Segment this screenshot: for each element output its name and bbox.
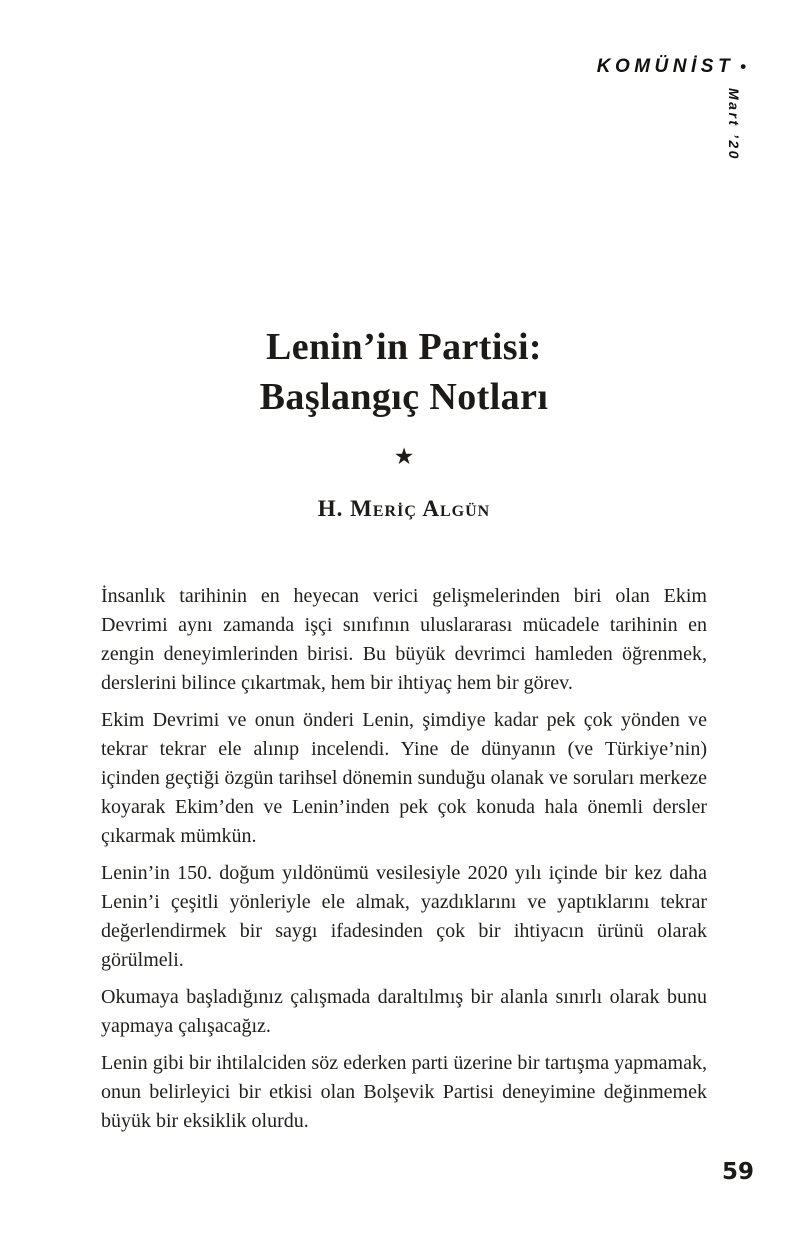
bullet-icon: • [740, 57, 746, 76]
body-paragraph: Ekim Devrimi ve onun önderi Lenin, şimdiye kadar pek çok yönden ve tekrar tekrar ele alınıp incelendi. Yine de dünyanın (ve Türkiye’nin) içinden geçtiği özgün tarihsel dönemin sunduğu olanak ve soruları merkeze koyarak Ekim’den ve Lenin’inden pek çok konuda hala önemli dersler çıkarmak mümkün. [101, 709, 707, 847]
article-title-line1: Lenin’in Partisi: [266, 326, 542, 368]
article [101, 322, 707, 1144]
author-name: H. Meriç Algün [317, 496, 491, 521]
body-paragraph: Lenin’in 150. doğum yıldönümü vesilesiyle 2020 yılı içinde bir kez daha Lenin’i çeşitli yönleriyle ele almak, yazdıklarını ve yaptıklarını tekrar değerlendirmek bir saygı ifadesinden çok bir ihtiyacın ürünü olarak görülmeli. [101, 862, 707, 971]
page-number: 59 [721, 1159, 754, 1185]
body-paragraph: İnsanlık tarihinin en heyecan verici gelişmelerinden biri olan Ekim Devrimi aynı zamanda işçi sınıfının uluslararası mücadele tarihinin en zengin deneyimlerinden birisi. Bu büyük devrimci hamleden öğrenmek, derslerini bilince çıkartmak, hem bir ihtiyaç hem bir görev. [101, 585, 707, 694]
article-title [101, 322, 707, 422]
journal-name: KOMÜNİST [596, 56, 735, 77]
body-paragraph: Okumaya başladığınız çalışmada daraltılmış bir alanla sınırlı olarak bunu yapmaya çalışacağız. [101, 986, 707, 1037]
star-icon: ★ [393, 444, 415, 469]
issue-date: Mart ’20 [726, 88, 742, 161]
article-body [101, 582, 707, 1136]
body-paragraph: Lenin gibi bir ihtilalciden söz ederken parti üzerine bir tartışma yapmamak, onun belirleyici bir etkisi olan Bolşevik Partisi deneyimine değinmemek büyük bir eksiklik olurdu. [101, 1052, 707, 1132]
journal-masthead [597, 56, 746, 78]
article-title-line2: Başlangıç Notları [259, 376, 549, 418]
